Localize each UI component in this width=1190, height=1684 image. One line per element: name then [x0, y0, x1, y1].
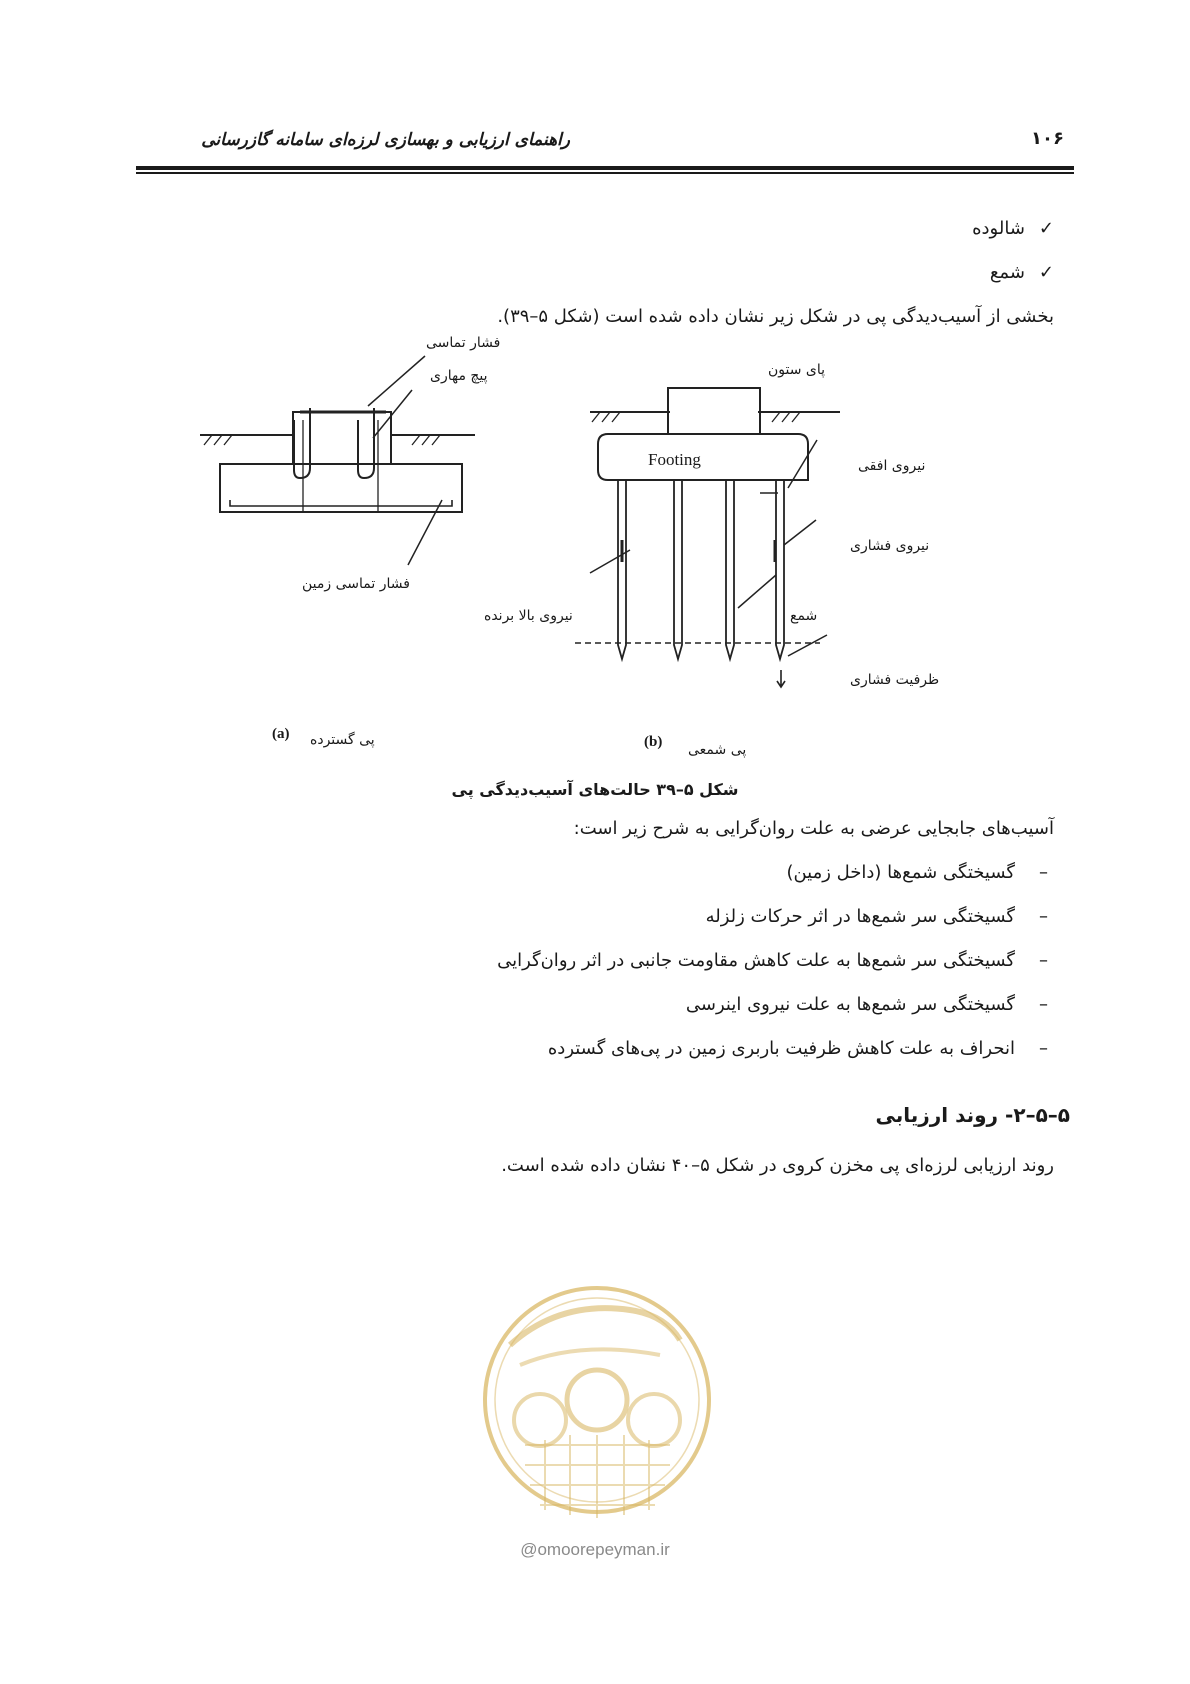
check-icon: ✓ [1038, 218, 1054, 239]
list-item [686, 994, 1054, 1015]
check-item-pile [990, 262, 1054, 283]
list-item-label: گسیختگی سر شمع‌ها در اثر حرکات زلزله [705, 906, 1015, 927]
watermark-logo [480, 1270, 715, 1530]
list-item-label: انحراف به علت کاهش ظرفیت باربری زمین در پی‌های گسترده [547, 1038, 1015, 1059]
check-item-label: شمع [989, 262, 1025, 283]
watermark-url: @omoorepeyman.ir [520, 1540, 670, 1559]
label-footing: Footing [648, 450, 701, 469]
check-item-label: شالوده [972, 218, 1025, 239]
label-contact-pressure: فشار تماسی [426, 335, 501, 351]
dash-icon: – [1039, 1038, 1048, 1059]
section-heading: ۵–۵–۲- روند ارزیابی [875, 1103, 1070, 1127]
label-horizontal-force: نیروی افقی [858, 458, 926, 474]
foundation-damage-figure [190, 335, 980, 770]
dash-icon: – [1039, 950, 1048, 971]
panel-name-mat: پی گسترده [310, 732, 375, 748]
label-bearing-capacity: ظرفیت فشاری [850, 672, 940, 688]
list-item-label: گسیختگی شمع‌ها (داخل زمین) [786, 862, 1015, 883]
list-item [548, 1038, 1054, 1059]
page-number: ۱۰۶ [1031, 128, 1064, 149]
panel-name-pile: پی شمعی [688, 742, 747, 758]
list-item [497, 950, 1054, 971]
list-item [706, 906, 1054, 927]
list-item-label: گسیختگی سر شمع‌ها به علت کاهش مقاومت جانبی در اثر روان‌گرایی [497, 950, 1015, 971]
mat-foundation-diagram [200, 356, 475, 565]
dash-icon: – [1039, 994, 1048, 1015]
dash-icon: – [1039, 862, 1048, 883]
label-column-base: پای ستون [768, 362, 826, 378]
running-header-title: راهنمای ارزیابی و بهسازی لرزه‌ای سامانه گازرسانی [201, 130, 570, 150]
damage-intro: آسیب‌های جابجایی عرضی به علت روان‌گرایی به شرح زیر است: [573, 818, 1054, 839]
panel-letter-b: (b) [644, 734, 663, 750]
panel-letter-a: (a) [272, 726, 290, 742]
dash-icon: – [1039, 906, 1048, 927]
pile-foundation-diagram [575, 388, 840, 687]
section-paragraph: روند ارزیابی لرزه‌ای پی مخزن کروی در شکل ۵–۴۰ نشان داده شده است. [501, 1155, 1054, 1176]
label-ground-contact-pressure: فشار تماسی زمین [302, 576, 410, 592]
intro-paragraph: بخشی از آسیب‌دیدگی پی در شکل زیر نشان داده شده است (شکل ۵–۳۹). [497, 306, 1054, 327]
list-item-label: گسیختگی سر شمع‌ها به علت نیروی اینرسی [685, 994, 1015, 1015]
list-item [786, 862, 1054, 883]
check-icon: ✓ [1038, 262, 1054, 283]
label-uplift-force: نیروی بالا برنده [484, 608, 573, 624]
label-compressive-force: نیروی فشاری [850, 538, 930, 554]
header-rule-thick [136, 166, 1074, 170]
figure-caption: شکل ۵–۳۹ حالت‌های آسیب‌دیدگی پی [451, 780, 739, 799]
check-item-foundation [972, 218, 1054, 239]
label-pile: شمع [790, 608, 818, 624]
label-anchor-bolt: پیچ مهاری [430, 368, 488, 384]
header-rule-thin [136, 172, 1074, 174]
